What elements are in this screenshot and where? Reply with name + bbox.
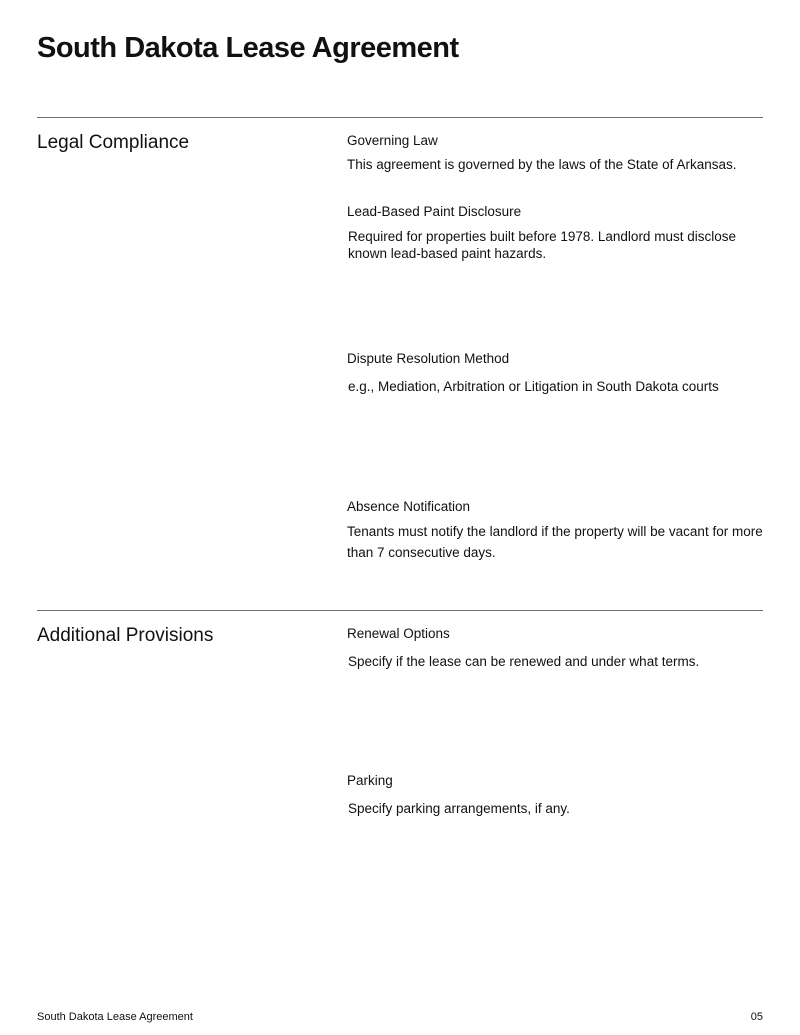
field-absence-notification	[347, 498, 767, 563]
section-divider	[37, 610, 763, 611]
field-lead-based-paint	[347, 203, 767, 262]
field-value: e.g., Mediation, Arbitration or Litigation in South Dakota courts	[348, 379, 719, 394]
field-value: Required for properties built before 1978. Landlord must disclose known lead-based paint hazards.	[348, 229, 736, 261]
field-value: Tenants must notify the landlord if the property will be vacant for more than 7 consecutive days.	[347, 524, 763, 560]
field-parking	[347, 772, 767, 817]
field-label: Governing Law	[347, 133, 438, 148]
field-dispute-resolution	[347, 350, 767, 395]
section-title-legal-compliance: Legal Compliance	[37, 132, 190, 153]
field-value: This agreement is governed by the laws of the State of Arkansas.	[347, 157, 737, 172]
document-title: South Dakota Lease Agreement	[37, 32, 459, 64]
field-label: Dispute Resolution Method	[347, 351, 510, 366]
section-divider	[37, 117, 763, 118]
field-value: Specify parking arrangements, if any.	[348, 801, 570, 816]
footer-document-name: South Dakota Lease Agreement	[37, 1011, 193, 1023]
field-governing-law	[347, 132, 767, 173]
field-renewal-options	[347, 625, 767, 670]
section-title-additional-provisions: Additional Provisions	[37, 625, 214, 646]
field-label: Lead-Based Paint Disclosure	[347, 204, 522, 219]
field-value: Specify if the lease can be renewed and under what terms.	[348, 654, 700, 669]
field-label: Parking	[347, 773, 393, 788]
field-label: Renewal Options	[347, 626, 450, 641]
footer-page-number: 05	[750, 1011, 763, 1023]
field-label: Absence Notification	[347, 499, 471, 514]
